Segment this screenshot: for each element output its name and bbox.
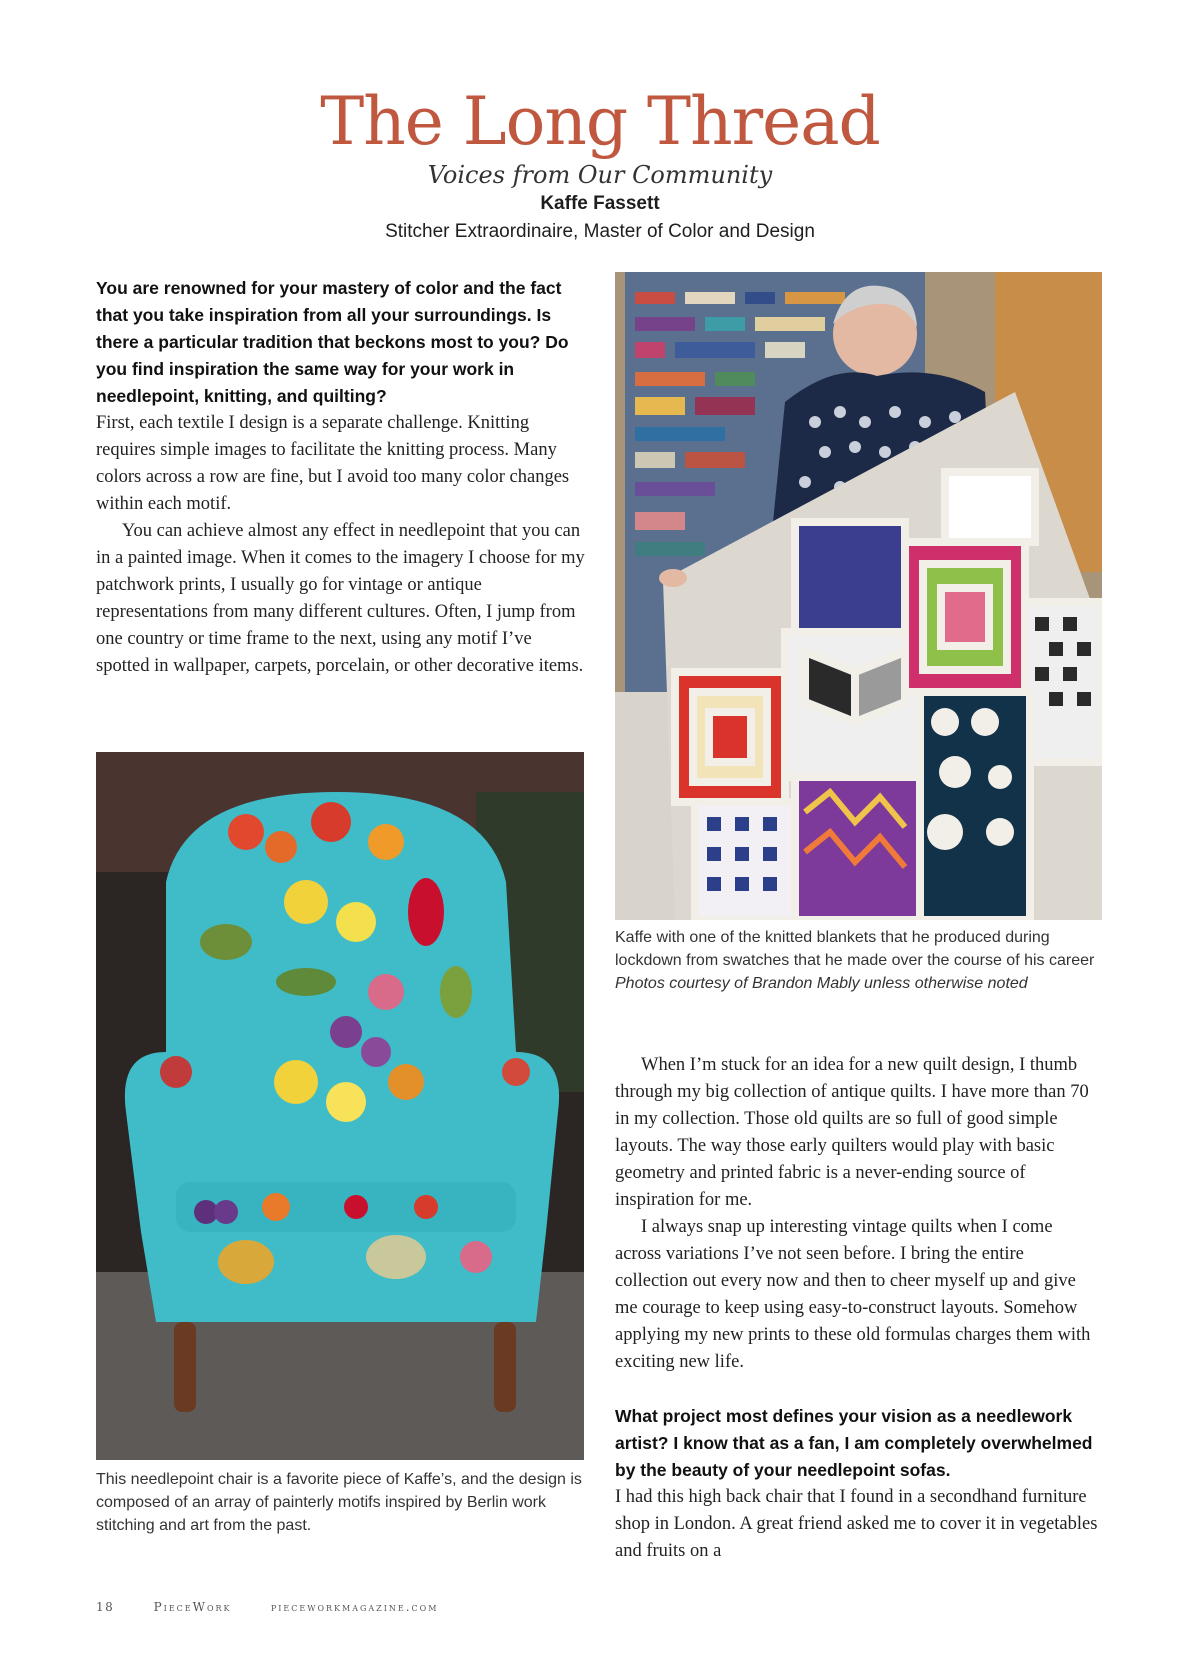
chair-photo-caption: This needlepoint chair is a favorite piece of Kaffe’s, and the design is composed of an array of painterly motifs inspired by Berlin work stitching and art from the past. [96, 1471, 582, 1534]
photo-credit: Photos courtesy of Brandon Mably unless otherwise noted [615, 975, 1028, 992]
knitted-blanket-photo [615, 272, 1102, 920]
left-column [96, 275, 586, 680]
answer-paragraph-2: You can achieve almost any effect in needlepoint that you can in a painted image. When it comes to the imagery I choose for my patchwork prints, I usually go for vintage or antique representations from many different cultures. Often, I jump from one country or time frame to the next, using any motif I’ve spotted in wallpaper, carpets, porcelain, or other decorative items. [96, 521, 585, 676]
right-paragraph-1: When I’m stuck for an idea for a new quilt design, I thumb through my big collection of antique quilts. I have more than 70 in my collection. Those old quilts are so full of good simple layouts. The way those early quilters would play with basic geometry and printed fabric is a never-ending source of inspiration for me. [615, 1055, 1089, 1210]
interview-question-2: What project most defines your vision as a needlework artist? I know that as a fan, I am completely overwhelmed by the beauty of your needlepoint sofas. [615, 1406, 1093, 1480]
author-role: Stitcher Extraordinaire, Master of Color and Design [385, 221, 815, 242]
page-footer [96, 1600, 472, 1614]
right-paragraph-2: I always snap up interesting vintage quilts when I come across variations I’ve not seen before. I bring the entire collection out every now and then to cheer myself up and give me courage to keep using easy-to-construct layouts. Somehow applying my new prints to these old formulas charges them with exciting new life. [615, 1217, 1091, 1372]
blanket-caption-text: Kaffe with one of the knitted blankets that he produced during lockdown from swatches that he made over the course of his career [615, 929, 1095, 969]
magazine-name: PieceWork [153, 1600, 232, 1614]
interview-question-1: You are renowned for your mastery of color and the fact that you take inspiration from all your surroundings. Is there a particular tradition that beckons most to you? Do you find inspiration the same way for your work in needlepoint, knitting, and quilting? [96, 278, 569, 406]
page-number: 18 [96, 1600, 115, 1614]
author-name: Kaffe Fassett [540, 193, 660, 214]
needlepoint-chair-photo [96, 752, 584, 1460]
right-column [615, 1052, 1100, 1565]
article-title: The Long Thread [320, 83, 880, 160]
article-subtitle: Voices from Our Community [427, 161, 773, 189]
blanket-photo-caption [615, 926, 1102, 995]
answer-paragraph-1: First, each textile I design is a separate challenge. Knitting requires simple images to facilitate the knitting process. Many colors across a row are fine, but I avoid too many color changes within each motif. [96, 413, 570, 514]
answer-paragraph-3: I had this high back chair that I found in a secondhand furniture shop in London. A great friend asked me to cover it in vegetables and fruits on a [615, 1487, 1098, 1561]
magazine-website: pieceworkmagazine.com [270, 1600, 439, 1614]
